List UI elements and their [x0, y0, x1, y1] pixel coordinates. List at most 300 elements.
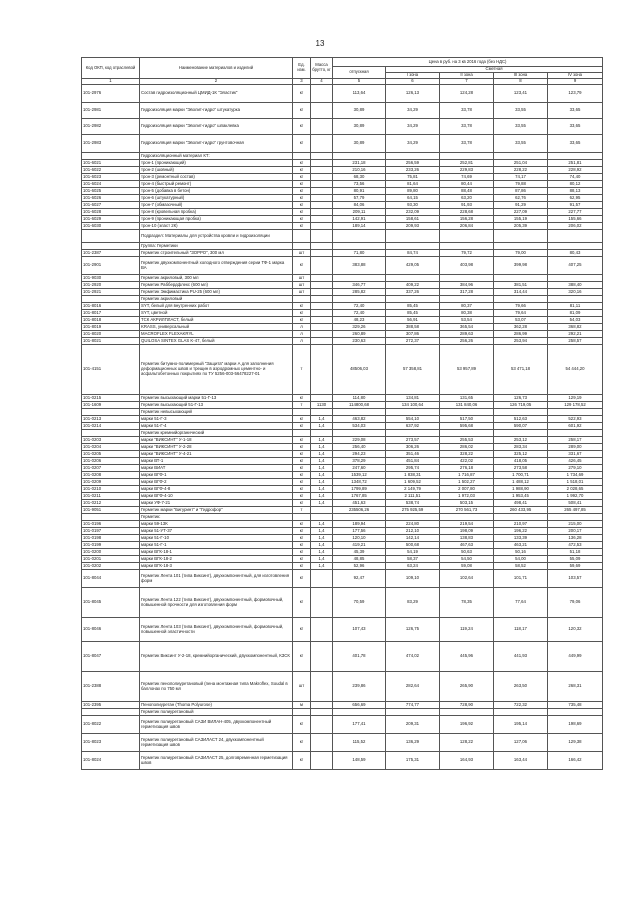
row-price-zone-4: 136,28: [548, 535, 603, 542]
row-mass: [311, 734, 333, 752]
col-number: 8: [494, 79, 548, 85]
row-mass: [311, 430, 333, 437]
row-mass: [311, 230, 333, 243]
row-unit: кг: [293, 535, 311, 542]
row-price-release: 142,91: [333, 216, 386, 223]
row-unit: [293, 430, 311, 437]
table-row: [82, 521, 603, 528]
row-mass: 1,4: [311, 535, 333, 542]
row-mass: 1130: [311, 402, 333, 409]
row-price-release: [333, 153, 386, 160]
row-price-zone-1: 429,05: [386, 257, 440, 275]
row-price-zone-4: 368,82: [548, 324, 603, 331]
row-unit: кг: [293, 493, 311, 500]
row-price-release: [333, 409, 386, 416]
row-price-release: 346,77: [333, 282, 386, 289]
row-price-zone-1: 282,64: [386, 672, 440, 702]
row-price-zone-1: [386, 296, 440, 303]
row-price-zone-4: 279,10: [548, 465, 603, 472]
row-price-release: 235506,26: [333, 507, 386, 514]
row-price-zone-3: 210,97: [494, 521, 548, 528]
row-name: Герметик акриловый, 300 мл: [140, 275, 293, 282]
row-code: 101-8044: [82, 570, 140, 588]
row-price-release: 68,30: [333, 174, 386, 181]
row-price-release: [333, 430, 386, 437]
row-code: 101-0196: [82, 521, 140, 528]
row-price-zone-1: [386, 709, 440, 716]
row-price-release: 1348,72: [333, 479, 386, 486]
row-price-zone-1: 54,19: [386, 549, 440, 556]
row-price-zone-1: 58,37: [386, 556, 440, 563]
row-mass: 1,4: [311, 479, 333, 486]
row-price-zone-4: 508,41: [548, 500, 603, 507]
table-row: [82, 416, 603, 423]
row-code: 101-0212: [82, 500, 140, 507]
row-price-zone-3: [494, 243, 548, 250]
row-price-zone-4: 33,65: [548, 119, 603, 135]
row-price-zone-3: [494, 153, 548, 160]
row-price-zone-2: 63,20: [440, 195, 494, 202]
row-price-release: 1799,89: [333, 486, 386, 493]
row-code: 101-0209: [82, 479, 140, 486]
row-code: [82, 230, 140, 243]
row-name: Герметик:: [140, 514, 293, 521]
header-release: отпускная: [333, 67, 386, 79]
row-price-zone-1: [386, 430, 440, 437]
row-price-zone-3: 126 719,05: [494, 402, 548, 409]
row-code: 101-0201: [82, 556, 140, 563]
row-price-zone-1: 538,74: [386, 500, 440, 507]
row-price-zone-1: 212,10: [386, 528, 440, 535]
row-unit: шт: [293, 250, 311, 257]
row-price-zone-2: 50,63: [440, 549, 494, 556]
row-price-release: 71,80: [333, 250, 386, 257]
row-name: Герметик полиуретановый САЗИЛАСТ 24, двухкомпонентный герметизация швов: [140, 734, 293, 752]
row-unit: кг: [293, 167, 311, 174]
table-row: [82, 181, 603, 188]
row-price-zone-2: 1 502,27: [440, 479, 494, 486]
row-price-zone-4: 735,48: [548, 702, 603, 709]
row-name: Герметик Лента 122 (типа Виксинт), двухкомпонентный, формовочный, повышенной прочности для изготовления форм: [140, 588, 293, 618]
row-price-zone-1: 224,80: [386, 521, 440, 528]
row-price-zone-4: 215,00: [548, 521, 603, 528]
row-price-release: 114,80: [333, 395, 386, 402]
row-name: трон-5 (добавка в бетон): [140, 188, 293, 195]
table-row: [82, 250, 603, 257]
row-name: марки 51-Г-1: [140, 542, 293, 549]
row-price-zone-2: 78,35: [440, 588, 494, 618]
row-name: Подраздел: Материалы для устройства кровли и гидроизоляции: [140, 230, 293, 243]
row-price-zone-4: 1 518,01: [548, 479, 603, 486]
row-price-zone-1: 34,29: [386, 119, 440, 135]
row-price-zone-1: 85,45: [386, 310, 440, 317]
row-name: Герметик Виксинт У-2-18, кремнийорганический, двухкомпонентный, КЗСК: [140, 642, 293, 672]
table-row: [82, 153, 603, 160]
row-price-release: 120,10: [333, 535, 386, 542]
row-price-zone-2: 33,78: [440, 135, 494, 153]
row-price-release: 383,88: [333, 257, 386, 275]
row-name: марки ВИАТ: [140, 465, 293, 472]
row-price-zone-2: 276,18: [440, 465, 494, 472]
row-price-zone-1: 273,57: [386, 437, 440, 444]
row-name: SYT, цветной: [140, 310, 293, 317]
page-number: 13: [315, 39, 325, 48]
row-price-release: 285,82: [333, 289, 386, 296]
table-row: [82, 451, 603, 458]
price-table: [81, 57, 603, 770]
row-price-release: 1767,85: [333, 493, 386, 500]
row-price-zone-4: 88,13: [548, 188, 603, 195]
row-unit: кг: [293, 209, 311, 216]
row-mass: [311, 296, 333, 303]
row-price-zone-3: 325,12: [494, 451, 548, 458]
row-price-zone-2: 59,08: [440, 563, 494, 570]
row-unit: шт: [293, 282, 311, 289]
row-mass: [311, 345, 333, 395]
row-price-zone-2: 517,50: [440, 416, 494, 423]
row-price-zone-1: 1 838,31: [386, 472, 440, 479]
row-price-release: 72,40: [333, 310, 386, 317]
row-name: марки ВГК-18-3: [140, 563, 293, 570]
row-price-zone-2: 156,28: [440, 216, 494, 223]
row-mass: 1,4: [311, 549, 333, 556]
row-price-zone-3: 33,55: [494, 135, 548, 153]
row-unit: л: [293, 324, 311, 331]
row-mass: [311, 209, 333, 216]
row-name: Герметик марки "Бигуринт" и "Гидрофор": [140, 507, 293, 514]
table-row: [82, 493, 603, 500]
row-price-zone-1: 209,93: [386, 223, 440, 230]
row-unit: шт: [293, 275, 311, 282]
row-price-zone-3: [494, 275, 548, 282]
table-row: [82, 331, 603, 338]
row-name: SYT, белый для внутренних работ: [140, 303, 293, 310]
row-code: 101-2981: [82, 103, 140, 119]
row-mass: [311, 514, 333, 521]
table-row: [82, 458, 603, 465]
row-code: 101-6022: [82, 167, 140, 174]
row-price-zone-3: 53,07: [494, 317, 548, 324]
row-price-release: [333, 296, 386, 303]
col-number: 2: [140, 79, 293, 85]
row-name: трон-7 (обмазочный): [140, 202, 293, 209]
row-name: Герметик пенополиуретановый (пена монтажная типа Makroflex, Soudal в баллонах по 750 мл: [140, 672, 293, 702]
table-row: [82, 257, 603, 275]
row-price-release: 115,52: [333, 734, 386, 752]
row-name: Герметик Раббердфлекс (600 мл): [140, 282, 293, 289]
row-price-zone-4: 33,65: [548, 135, 603, 153]
row-mass: 1,4: [311, 556, 333, 563]
table-row: [82, 289, 603, 296]
row-code: 101-6023: [82, 174, 140, 181]
row-price-zone-4: 2 028,65: [548, 486, 603, 493]
row-price-zone-1: 89,80: [386, 188, 440, 195]
row-price-release: 534,03: [333, 423, 386, 430]
row-code: [82, 514, 140, 521]
table-row: [82, 174, 603, 181]
row-code: 101-2901: [82, 257, 140, 275]
row-code: 101-6027: [82, 202, 140, 209]
row-code: 101-0213: [82, 416, 140, 423]
row-price-zone-3: 33,55: [494, 119, 548, 135]
row-mass: [311, 570, 333, 588]
row-price-zone-1: 388,58: [386, 324, 440, 331]
row-name: Герметик акриловый: [140, 296, 293, 303]
row-price-zone-3: 263,50: [494, 672, 548, 702]
row-mass: [311, 275, 333, 282]
row-price-zone-1: 126,13: [386, 85, 440, 103]
row-unit: кг: [293, 563, 311, 570]
row-code: 101-2395: [82, 702, 140, 709]
row-code: [82, 296, 140, 303]
table-row: [82, 409, 603, 416]
table-row: [82, 672, 603, 702]
row-price-zone-2: [440, 709, 494, 716]
table-row: [82, 243, 603, 250]
row-price-zone-1: 295,74: [386, 465, 440, 472]
row-price-zone-1: 637,92: [386, 423, 440, 430]
row-price-zone-4: 123,79: [548, 85, 603, 103]
row-price-zone-3: 133,39: [494, 535, 548, 542]
row-unit: кг: [293, 542, 311, 549]
table-row: [82, 437, 603, 444]
row-price-zone-3: 314,44: [494, 289, 548, 296]
row-unit: кг: [293, 85, 311, 103]
row-unit: [293, 409, 311, 416]
row-code: 101-6028: [82, 209, 140, 216]
row-price-release: 419,21: [333, 542, 386, 549]
row-price-zone-2: 80,37: [440, 303, 494, 310]
row-mass: 1,4: [311, 465, 333, 472]
table-row: [82, 209, 603, 216]
row-mass: [311, 243, 333, 250]
row-code: 101-6021: [82, 160, 140, 167]
row-price-zone-4: 80,12: [548, 181, 603, 188]
row-price-release: 57,79: [333, 195, 386, 202]
header-price-group: Цена в руб. на 3 кв 2016 года (без НДС): [333, 58, 603, 67]
row-mass: [311, 672, 333, 702]
table-row: [82, 588, 603, 618]
table-row: [82, 103, 603, 119]
row-mass: [311, 167, 333, 174]
row-price-zone-1: 84,74: [386, 250, 440, 257]
row-price-zone-1: 109,10: [386, 570, 440, 588]
row-price-zone-3: 79,00: [494, 250, 548, 257]
row-price-zone-3: 53 471,18: [494, 345, 548, 395]
row-price-release: 229,08: [333, 437, 386, 444]
row-unit: кг: [293, 528, 311, 535]
table-row: [82, 317, 603, 324]
row-price-zone-1: 272,37: [386, 338, 440, 345]
row-code: 101-6025: [82, 188, 140, 195]
row-code: [82, 430, 140, 437]
row-name: Герметик Лента 101 (типа Виксинт), двухкомпонентный, для изготовления форм: [140, 570, 293, 588]
row-price-zone-2: 131 840,06: [440, 402, 494, 409]
row-name: Гидроизоляционный материал КТ:: [140, 153, 293, 160]
row-price-release: 260,89: [333, 331, 386, 338]
table-row: [82, 479, 603, 486]
row-price-zone-4: 320,16: [548, 289, 603, 296]
header-name: Наименование материалов и изделий: [140, 58, 293, 79]
row-price-release: 148,59: [333, 752, 386, 770]
row-price-zone-1: [386, 243, 440, 250]
header-mass: Масса брутто, кг: [311, 58, 333, 79]
row-price-zone-1: 57 358,81: [386, 345, 440, 395]
table-row: [82, 324, 603, 331]
row-price-zone-2: 128,22: [440, 734, 494, 752]
table-row: [82, 296, 603, 303]
row-mass: 1,4: [311, 542, 333, 549]
row-price-zone-2: 1 716,87: [440, 472, 494, 479]
row-name: марки "ВИКСИНТ" У-4-21: [140, 451, 293, 458]
table-row: [82, 430, 603, 437]
row-mass: [311, 303, 333, 310]
row-mass: [311, 202, 333, 209]
row-name: Герметик полиуретановый: [140, 709, 293, 716]
row-name: трон-2 (шовный): [140, 167, 293, 174]
row-price-zone-4: 155,66: [548, 216, 603, 223]
row-price-zone-4: 228,92: [548, 167, 603, 174]
row-price-zone-1: 2 149,79: [386, 486, 440, 493]
row-unit: кг: [293, 395, 311, 402]
header-zone-3: III зона: [494, 73, 548, 79]
row-price-zone-4: 59,69: [548, 563, 603, 570]
row-price-zone-3: 205,39: [494, 223, 548, 230]
table-row: [82, 542, 603, 549]
row-price-release: 210,16: [333, 167, 386, 174]
row-price-zone-3: [494, 430, 548, 437]
row-price-zone-2: [440, 409, 494, 416]
row-price-zone-3: 195,14: [494, 716, 548, 734]
row-price-zone-4: 55,09: [548, 556, 603, 563]
row-code: 101-2920: [82, 282, 140, 289]
row-mass: [311, 85, 333, 103]
row-price-zone-2: 2 007,80: [440, 486, 494, 493]
row-price-zone-2: [440, 275, 494, 282]
table-row: [82, 472, 603, 479]
row-price-zone-2: 384,96: [440, 282, 494, 289]
row-price-release: 189,94: [333, 521, 386, 528]
table-row: [82, 303, 603, 310]
row-price-zone-3: 79,88: [494, 181, 548, 188]
row-price-zone-1: [386, 230, 440, 243]
row-mass: [311, 223, 333, 230]
col-number: 4: [311, 79, 333, 85]
row-unit: кг: [293, 423, 311, 430]
row-mass: [311, 618, 333, 642]
row-price-zone-2: 164,93: [440, 752, 494, 770]
row-code: 101-2982: [82, 119, 140, 135]
row-price-zone-3: 87,86: [494, 188, 548, 195]
table-row: [82, 423, 603, 430]
row-price-zone-1: [386, 409, 440, 416]
row-price-release: 177,41: [333, 716, 386, 734]
row-price-zone-2: 219,54: [440, 521, 494, 528]
header-code: Код ОКП, код отраслевой: [82, 58, 140, 79]
row-name: Герметик полиуретановый САЗИЛАСТ 25, долговременная герметизация швов: [140, 752, 293, 770]
table-row: [82, 702, 603, 709]
table-row: [82, 514, 603, 521]
table-row: [82, 465, 603, 472]
row-code: 101-0215: [82, 395, 140, 402]
row-price-release: 52,96: [333, 563, 386, 570]
row-mass: [311, 181, 333, 188]
row-price-zone-1: 34,29: [386, 103, 440, 119]
row-price-zone-4: [548, 409, 603, 416]
row-price-release: [333, 243, 386, 250]
row-name: Гидроизоляция марки "Эволит-гидро" грунтовочная: [140, 135, 293, 153]
row-price-zone-1: 474,02: [386, 642, 440, 672]
row-unit: кг: [293, 310, 311, 317]
row-mass: [311, 324, 333, 331]
row-price-zone-4: 1 992,70: [548, 493, 603, 500]
row-price-zone-3: 50,16: [494, 549, 548, 556]
row-unit: кг: [293, 103, 311, 119]
row-unit: [293, 153, 311, 160]
row-price-zone-1: 337,26: [386, 289, 440, 296]
row-price-zone-4: 258,57: [548, 338, 603, 345]
row-name: марки ВТ-1: [140, 458, 293, 465]
row-price-zone-3: 123,41: [494, 85, 548, 103]
row-price-zone-2: 74,69: [440, 174, 494, 181]
row-price-zone-1: 134 100,64: [386, 402, 440, 409]
row-price-zone-2: 365,54: [440, 324, 494, 331]
row-mass: 1,4: [311, 528, 333, 535]
row-mass: 1,4: [311, 444, 333, 451]
row-unit: кг: [293, 119, 311, 135]
row-name: Герметик кремнийорганический: [140, 430, 293, 437]
row-price-zone-2: 80,44: [440, 181, 494, 188]
col-number: 3: [293, 79, 311, 85]
row-price-zone-2: 403,98: [440, 257, 494, 275]
row-mass: 1,4: [311, 493, 333, 500]
row-price-zone-1: 1 609,52: [386, 479, 440, 486]
row-mass: [311, 135, 333, 153]
row-unit: кг: [293, 752, 311, 770]
row-price-release: 72,40: [333, 303, 386, 310]
row-code: 101-8018: [82, 317, 140, 324]
table-row: [82, 716, 603, 734]
row-mass: [311, 160, 333, 167]
row-price-release: 209,11: [333, 209, 386, 216]
row-price-release: 463,82: [333, 416, 386, 423]
row-price-zone-4: 268,31: [548, 672, 603, 702]
row-code: 101-8046: [82, 618, 140, 642]
row-price-release: 30,89: [333, 135, 386, 153]
row-price-zone-4: 601,92: [548, 423, 603, 430]
row-name: Герметик высыхающий 51-Г-13: [140, 402, 293, 409]
row-mass: [311, 310, 333, 317]
row-price-zone-3: 126,73: [494, 395, 548, 402]
row-price-zone-2: 728,90: [440, 702, 494, 709]
row-price-zone-2: 256,26: [440, 338, 494, 345]
row-price-zone-4: 426,45: [548, 458, 603, 465]
row-price-zone-4: 54 444,20: [548, 345, 603, 395]
row-price-release: 45,39: [333, 549, 386, 556]
row-code: [82, 409, 140, 416]
row-mass: [311, 153, 333, 160]
row-unit: кг: [293, 716, 311, 734]
row-price-zone-2: 53,54: [440, 317, 494, 324]
row-price-release: 80,91: [333, 188, 386, 195]
row-code: 101-0210: [82, 486, 140, 493]
row-price-zone-1: 63,24: [386, 563, 440, 570]
row-unit: кг: [293, 618, 311, 642]
row-mass: [311, 216, 333, 223]
table-row: [82, 535, 603, 542]
row-price-zone-2: 286,02: [440, 444, 494, 451]
row-unit: шт: [293, 672, 311, 702]
